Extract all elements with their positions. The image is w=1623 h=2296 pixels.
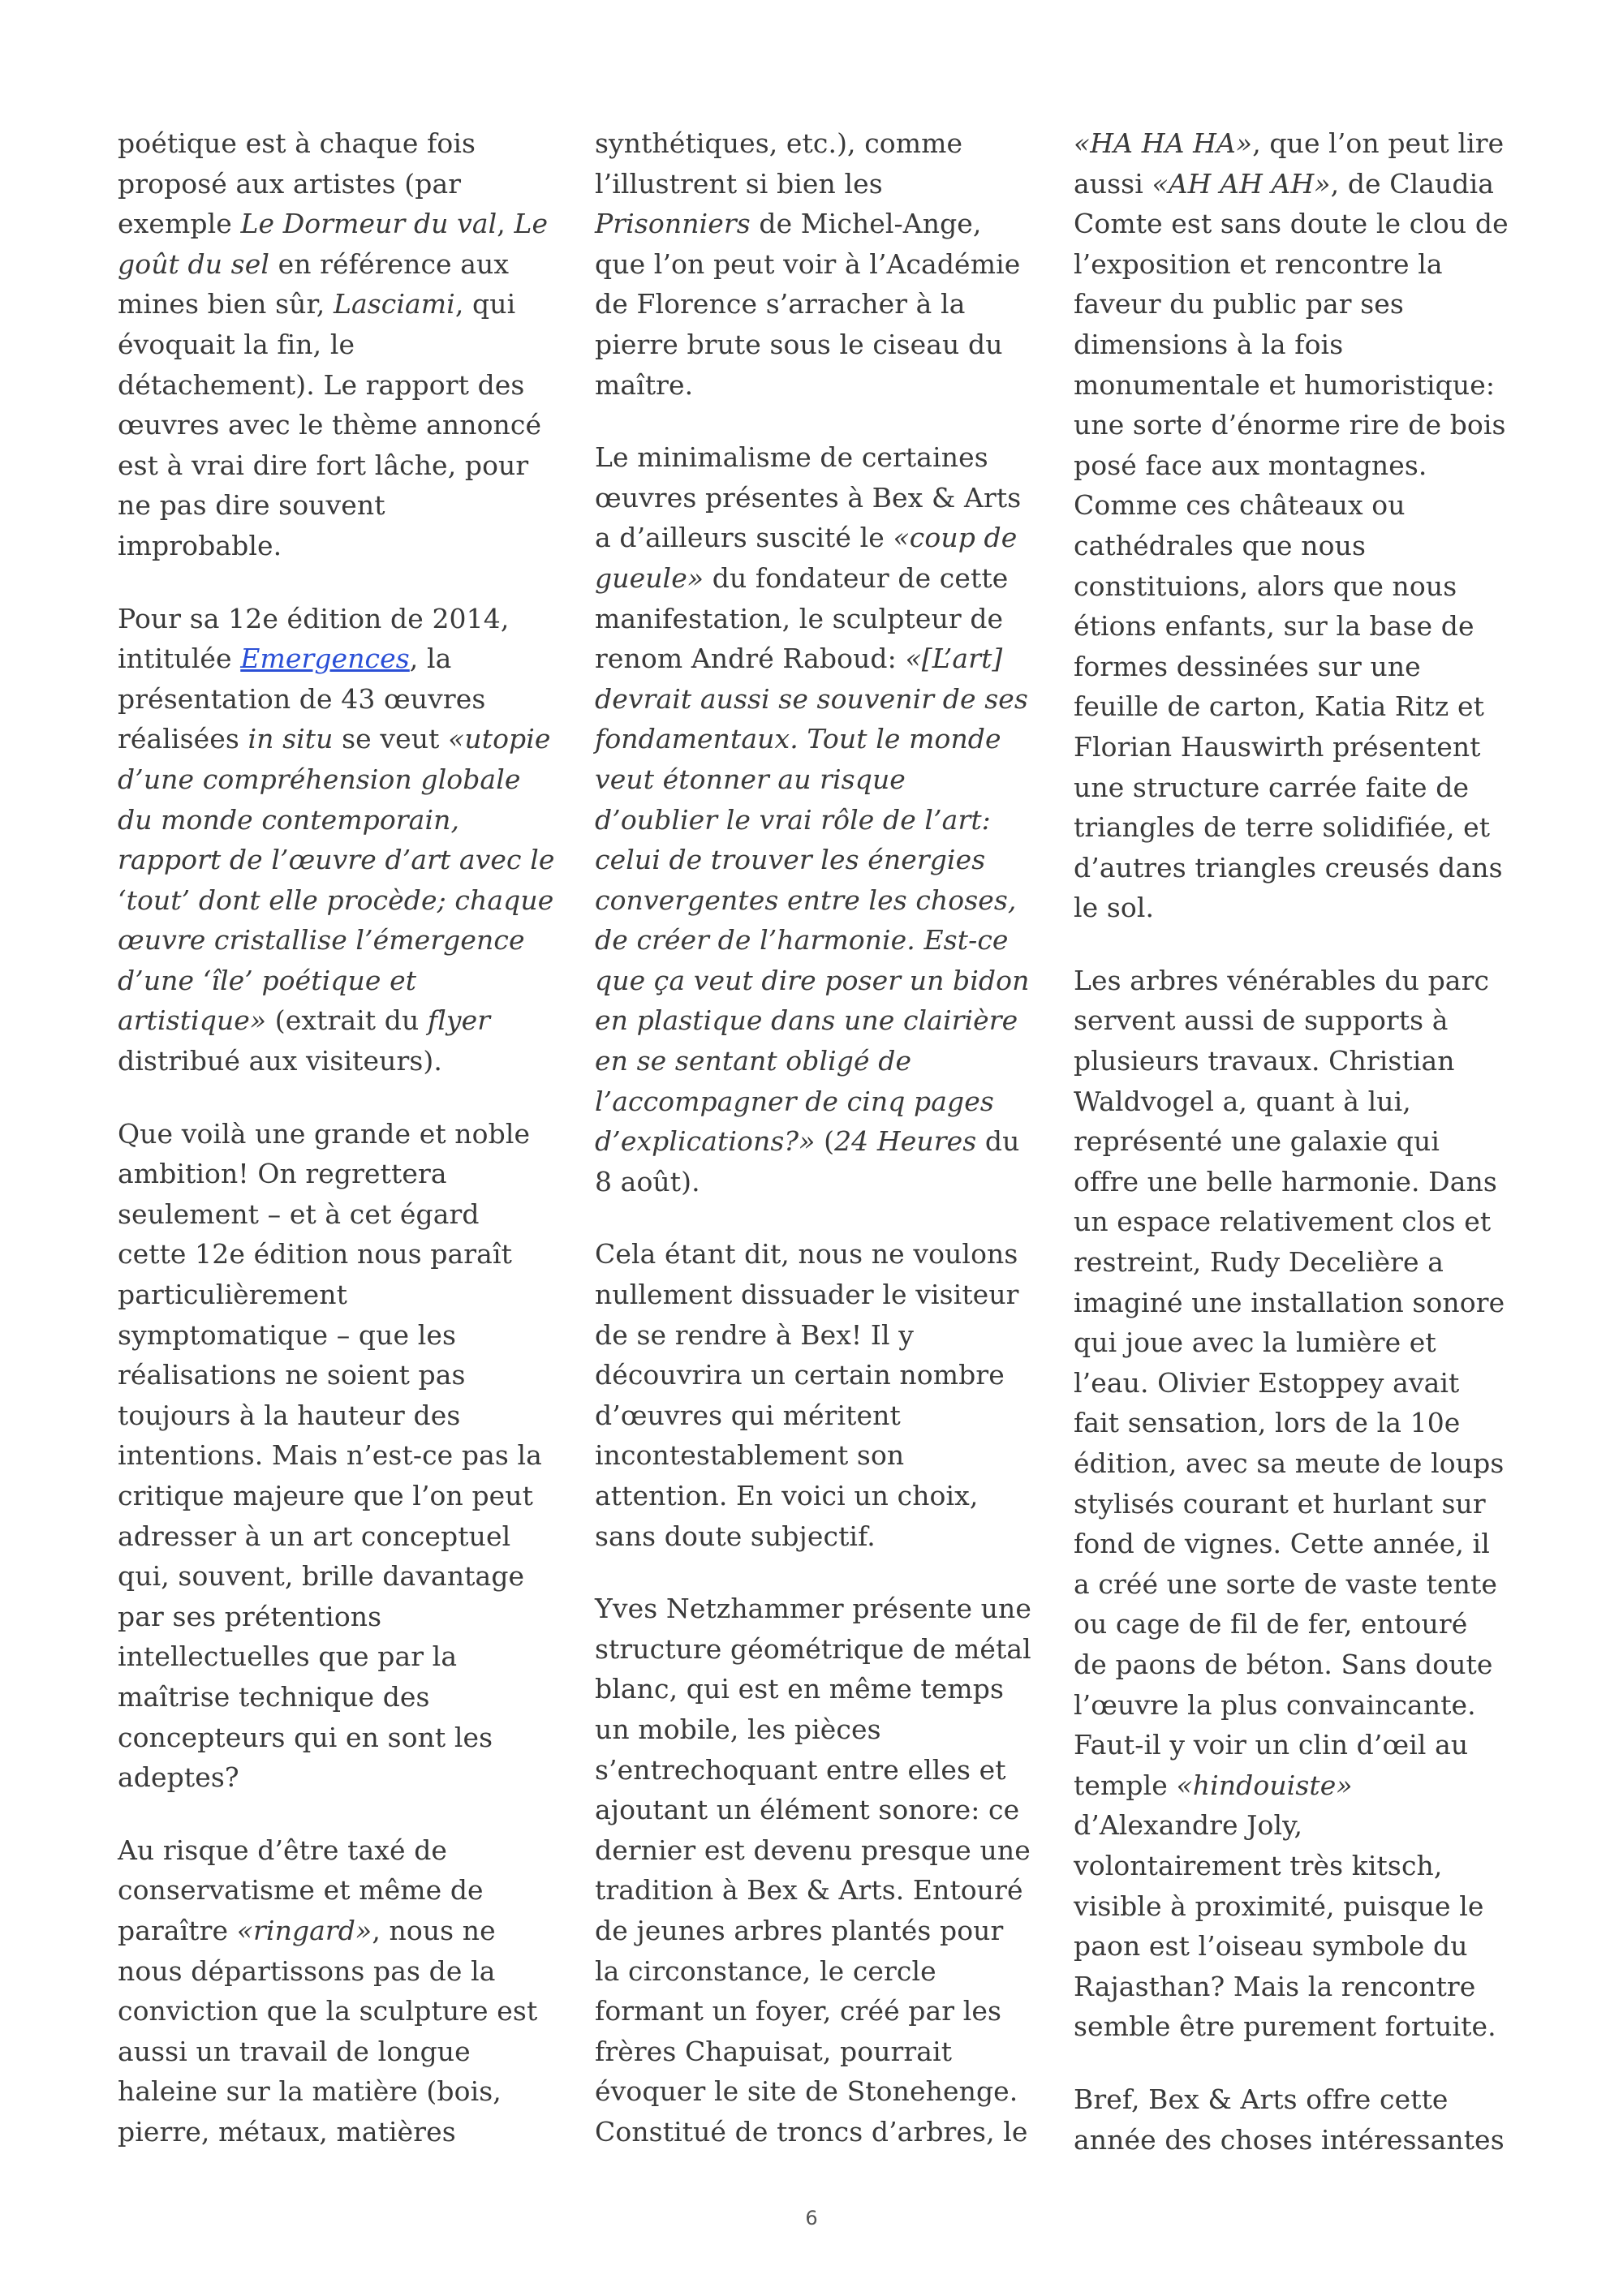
text-span: du fondateur de cette [704,561,1009,594]
text-line [595,558,1049,599]
text-line: fait sensation, lors de la 10e [1074,1407,1461,1439]
quote: gueule» [595,561,704,594]
text-line: adeptes? [118,1761,239,1794]
text-span: de Michel-Ange, [750,208,982,240]
quote-line: devrait aussi se souvenir de ses [595,682,1028,715]
text-line [118,204,572,244]
text-line: la circonstance, le cercle [595,1954,936,1987]
text-column-2 [595,123,1049,2185]
quote: «[L’art] [905,643,1003,675]
paragraph [118,1114,572,1798]
text-line: le sol. [1074,892,1155,924]
text-line: nous départissons pas de la [118,1954,496,1987]
text-line [118,719,572,759]
work-title: «AH AH AH» [1152,167,1331,200]
text-span: , que l’on peut lire [1252,127,1505,159]
text-line: haleine sur la matière (bois, [118,2075,502,2108]
text-line: structure géométrique de métal [595,1632,1031,1665]
quote-line: de créer de l’harmonie. Est-ce [595,924,1009,957]
text-line: cathédrales que nous [1074,529,1366,561]
text-line: découvrira un certain nombre [595,1359,1005,1391]
text-span: , qui [454,288,516,320]
text-line: l’eau. Olivier Estoppey avait [1074,1366,1460,1399]
text-span: a d’ailleurs suscité le [595,522,893,554]
text-line: Que voilà une grande et noble [118,1117,531,1150]
text-line: servent aussi de supports à [1074,1004,1449,1037]
text-line [118,638,572,679]
work-title: Lasciami [333,288,455,320]
text-line: s’entrechoquant entre elles et [595,1753,1006,1786]
text-line: aussi un travail de longue [118,2035,471,2067]
paragraph [1074,961,1528,2047]
quote-line: en plastique dans une clairière [595,1004,1018,1037]
text-line: un mobile, les pièces [595,1713,881,1745]
text-line [1074,164,1528,204]
text-line [595,638,1049,679]
text-line: maîtrise technique des [118,1680,430,1713]
text-line: adresser à un art conceptuel [118,1520,511,1552]
text-line: monumentale et humoristique: [1074,368,1496,401]
text-line: Waldvogel a, quant à lui, [1074,1085,1411,1117]
text-line: blanc, qui est en même temps [595,1673,1005,1705]
text-line: une sorte d’énorme rire de bois [1074,409,1506,441]
text-line: tradition à Bex & Arts. Entouré [595,1874,1023,1907]
text-line: pierre, métaux, matières [118,2115,456,2148]
text-line: représenté une galaxie qui [1074,1125,1440,1158]
text-line: de paons de béton. Sans doute [1074,1648,1493,1680]
text-line: paon est l’oiseau symbole du [1074,1930,1468,1963]
work-title: «HA HA HA» [1074,127,1253,159]
text-line [118,284,572,325]
text-line: dernier est devenu presque une [595,1834,1031,1866]
quote: «utopie [448,723,551,755]
text-line: 8 août). [595,1165,700,1197]
text-line: concepteurs qui en sont les [118,1721,493,1753]
text-line: nullement dissuader le visiteur [595,1279,1019,1311]
text-span: exemple [118,208,241,240]
text-line: seulement – et à cet égard [118,1197,480,1230]
quote-line: fondamentaux. Tout le monde [595,723,1001,755]
emergences-link[interactable]: Emergences [240,643,410,675]
text-line: est à vrai dire fort lâche, pour [118,449,529,481]
text-line: Pour sa 12e édition de 2014, [118,602,510,634]
text-line: Le minimalisme de certaines [595,441,988,474]
quote-line: rapport de l’œuvre d’art avec le [118,844,555,876]
paragraph [1074,2079,1528,2160]
quote-line: du monde contemporain, [118,803,460,836]
work-title: Prisonniers [595,208,751,240]
text-line: distribué aux visiteurs). [118,1045,442,1077]
text-line: attention. En voici un choix, [595,1480,979,1511]
text-line: frères Chapuisat, pourrait [595,2035,953,2067]
text-line: une structure carrée faite de [1074,771,1470,803]
text-line [118,244,572,285]
text-line: œuvres présentes à Bex & Arts [595,481,1022,514]
text-line: l’exposition et rencontre la [1074,247,1443,280]
text-span: flyer [427,1004,491,1037]
text-line: ne pas dire souvent [118,489,385,522]
text-span: in situ [248,723,334,755]
text-line: sans doute subjectif. [595,1520,876,1552]
paragraph [118,1830,572,2152]
text-line: œuvres avec le thème annoncé [118,409,542,441]
work-title: Le [514,208,549,240]
text-line: semble être purement fortuite. [1074,2010,1496,2043]
text-line [595,1121,1049,1162]
work-title: goût du sel [118,247,269,280]
quote-line: convergentes entre les choses, [595,884,1017,916]
text-line: formes dessinées sur une [1074,650,1421,682]
quote: «hindouiste» [1176,1769,1353,1801]
text-line: offre une belle harmonie. Dans [1074,1165,1497,1197]
text-line: Rajasthan? Mais la rencontre [1074,1970,1476,2002]
paragraph [595,1589,1049,2152]
quote-line: celui de trouver les énergies [595,844,986,876]
text-line: Florian Hauswirth présentent [1074,730,1481,763]
text-line: maître. [595,368,694,401]
text-line [1074,1765,1528,1806]
paragraph [118,123,572,566]
text-span: paraître [118,1914,237,1946]
text-span: (extrait du [266,1004,428,1037]
text-line: faveur du public par ses [1074,288,1404,320]
text-line: Constitué de troncs d’arbres, le [595,2115,1028,2148]
text-line [595,518,1049,558]
text-line: Les arbres vénérables du parc [1074,964,1490,996]
quote: «ringard» [236,1914,372,1946]
text-line: conviction que la sculpture est [118,1995,538,2027]
text-span: ( [815,1125,835,1158]
text-span: , de Claudia [1330,167,1495,200]
text-line: Comte est sans doute le clou de [1074,208,1509,240]
text-line: restreint, Rudy Decelière a [1074,1246,1444,1279]
text-column-1 [118,123,572,2185]
text-line: un espace relativement clos et [1074,1206,1492,1238]
text-line [118,1911,572,1951]
text-line: de se rendre à Bex! Il y [595,1318,915,1351]
text-line [1074,123,1528,164]
text-line: conservatisme et même de [118,1874,484,1907]
quote: artistique» [118,1004,267,1037]
paragraph [595,123,1049,405]
text-span: , la [409,643,452,675]
text-line: plusieurs travaux. Christian [1074,1045,1455,1077]
text-line: volontairement très kitsch, [1074,1849,1443,1881]
text-line: symptomatique – que les [118,1318,457,1351]
text-line: Yves Netzhammer présente une [595,1593,1032,1625]
text-span: mines bien sûr, [118,288,334,320]
paragraph [595,1234,1049,1556]
work-title: Le Dormeur du val [240,208,497,240]
work-title: 24 Heures [834,1125,977,1158]
text-line: qui, souvent, brille davantage [118,1560,525,1593]
text-line [595,204,1049,244]
text-span: se veut [333,723,449,755]
text-span: , [497,208,514,240]
text-line: de jeunes arbres plantés pour [595,1914,1004,1946]
text-line: de Florence s’arracher à la [595,288,966,320]
text-line: posé face aux montagnes. [1074,449,1427,481]
text-line: imaginé une installation sonore [1074,1286,1505,1318]
quote-line: que ça veut dire poser un bidon [595,964,1030,996]
text-line: présentation de 43 œuvres [118,682,486,715]
text-line: synthétiques, etc.), comme [595,127,963,159]
text-line: formant un foyer, créé par les [595,1995,1002,2027]
text-line: a créé une sorte de vaste tente [1074,1567,1497,1600]
text-line: ou cage de fil de fer, entouré [1074,1608,1468,1640]
text-line: que l’on peut voir à l’Académie [595,247,1021,280]
text-line: qui joue avec la lumière et [1074,1326,1436,1359]
text-line: critique majeure que l’on peut [118,1480,534,1511]
text-line: particulièrement [118,1279,348,1311]
quote-line: veut étonner au risque [595,763,906,795]
text-line: incontestablement son [595,1439,905,1472]
text-line: étions enfants, sur la base de [1074,610,1474,643]
text-column-3 [1074,123,1528,2192]
text-span: , nous ne [372,1914,496,1946]
text-line: toujours à la hauteur des [118,1399,461,1431]
text-line: Comme ces châteaux ou [1074,489,1406,522]
text-line: évoquer le site de Stonehenge. [595,2075,1018,2108]
text-line: stylisés courant et hurlant sur [1074,1487,1486,1520]
text-line: Faut-il y voir un clin d’œil au [1074,1729,1469,1761]
text-line: poétique est à chaque fois [118,127,476,159]
text-line: manifestation, le sculpteur de [595,602,1004,634]
text-span: aussi [1074,167,1152,200]
text-line: dimensions à la fois [1074,328,1344,360]
paragraph [595,437,1049,1202]
quote-line: d’une ‘île’ poétique et [118,964,417,996]
text-line [118,1000,572,1041]
text-line: d’autres triangles creusés dans [1074,851,1503,884]
text-line: Bref, Bex & Arts offre cette [1074,2083,1449,2115]
text-line: pierre brute sous le ciseau du [595,328,1003,360]
text-line: Cela étant dit, nous ne voulons [595,1238,1018,1271]
text-line: fond de vignes. Cette année, il [1074,1528,1490,1560]
text-line: l’œuvre la plus convaincante. [1074,1688,1476,1721]
text-line: intellectuelles que par la [118,1640,458,1673]
text-line: ambition! On regrettera [118,1158,447,1190]
quote-line: l’accompagner de cinq pages [595,1085,994,1117]
quote-line: en se sentant obligé de [595,1045,912,1077]
text-line: proposé aux artistes (par [118,167,462,200]
text-line: ajoutant un élément sonore: ce [595,1794,1020,1826]
text-span: réalisées [118,723,248,755]
quote-line: œuvre cristallise l’émergence [118,924,525,957]
text-span: en référence aux [269,247,510,280]
text-line: visible à proximité, puisque le [1074,1890,1484,1922]
text-line: feuille de carton, Katia Ritz et [1074,690,1484,723]
text-line: improbable. [118,529,282,561]
quote: d’explications?» [595,1125,816,1158]
text-span: intitulée [118,643,241,675]
text-line: réalisations ne soient pas [118,1359,466,1391]
text-line: intentions. Mais n’est-ce pas la [118,1439,542,1472]
text-line: Au risque d’être taxé de [118,1834,448,1866]
quote: «coup de [893,522,1018,554]
text-span: du [976,1125,1020,1158]
text-span: renom André Raboud: [595,643,906,675]
quote-line: d’une compréhension globale [118,763,521,795]
text-line: d’Alexandre Joly, [1074,1809,1303,1842]
text-line: d’œuvres qui méritent [595,1399,901,1431]
page-number: 6 [805,2207,818,2229]
paragraph [1074,123,1528,928]
text-line: année des choses intéressantes [1074,2123,1505,2156]
text-line: constituions, alors que nous [1074,570,1457,602]
text-span: temple [1074,1769,1177,1801]
paragraph [118,599,572,1081]
text-line: triangles de terre solidifiée, et [1074,811,1491,844]
text-line: l’illustrent si bien les [595,167,883,200]
text-line: cette 12e édition nous paraît [118,1238,512,1271]
text-line: détachement). Le rapport des [118,368,525,401]
text-line: évoquait la fin, le [118,328,355,360]
quote-line: ‘tout’ dont elle procède; chaque [118,884,554,916]
text-line: édition, avec sa meute de loups [1074,1447,1505,1479]
text-line: par ses prétentions [118,1600,382,1632]
quote-line: d’oublier le vrai rôle de l’art: [595,803,991,836]
